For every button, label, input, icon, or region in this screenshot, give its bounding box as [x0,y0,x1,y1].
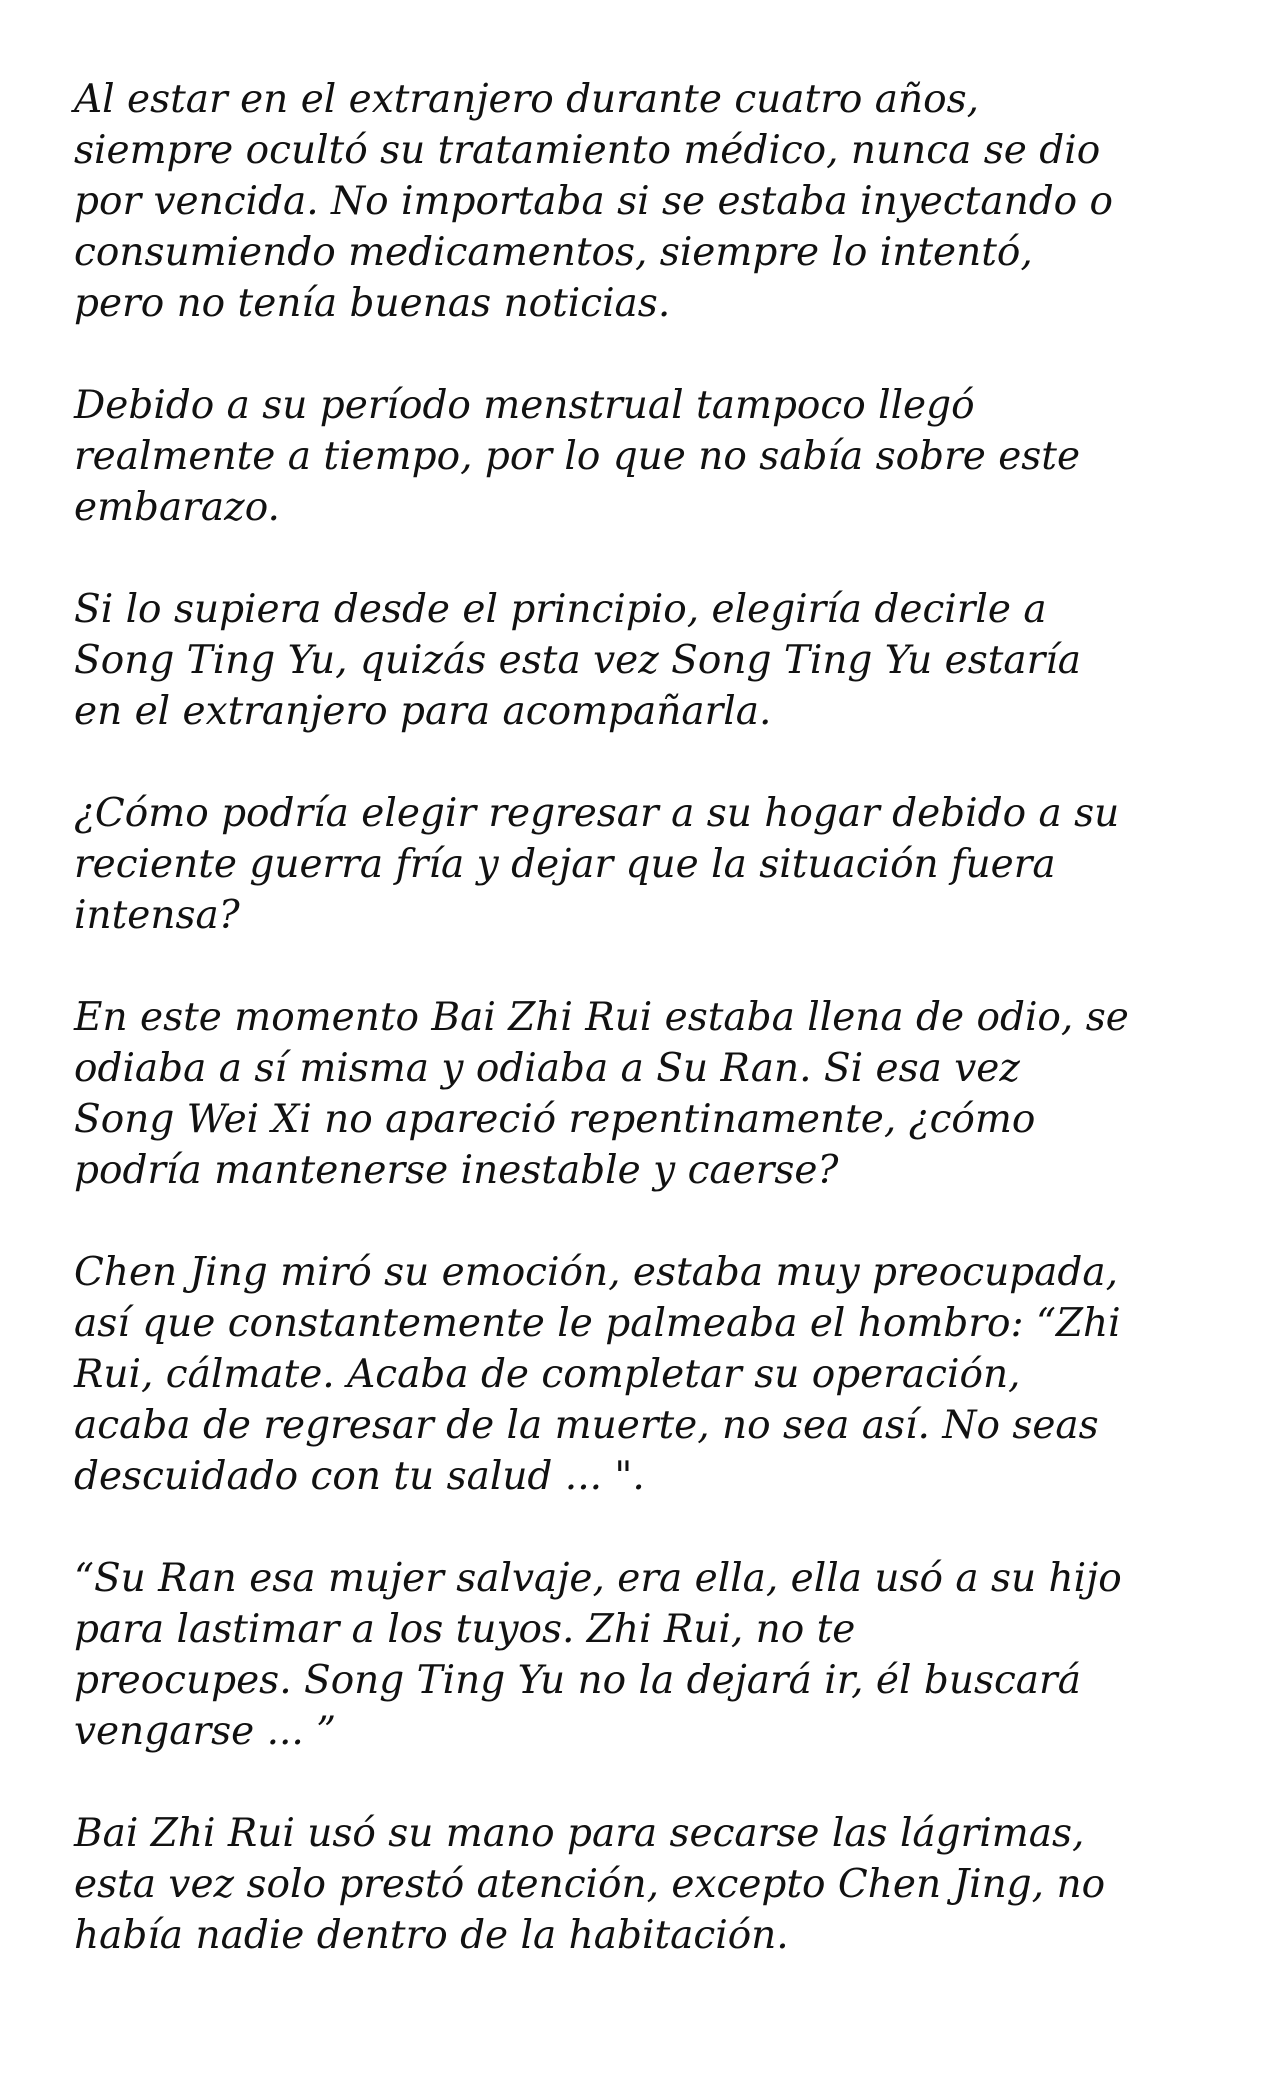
text-line: embarazo. [74,485,280,530]
text-line: en el extranjero para acompañarla. [74,689,772,734]
text-line: Chen Jing miró su emoción, estaba muy preocupada, [74,1250,1119,1295]
text-line: acaba de regresar de la muerte, no sea así. No seas [74,1403,1099,1448]
text-line: preocupes. Song Ting Yu no la dejará ir, él buscará [74,1658,1081,1703]
text-line: Bai Zhi Rui usó su mano para secarse las lágrimas, [74,1811,1085,1856]
paragraph [74,788,1204,941]
paragraph [74,584,1204,737]
text-line: así que constantemente le palmeaba el hombro: “Zhi [74,1301,1121,1346]
text-line: Al estar en el extranjero durante cuatro años, [74,77,979,122]
text-line: En este momento Bai Zhi Rui estaba llena de odio, se [74,995,1129,1040]
paragraph [74,992,1204,1196]
paragraph [74,380,1204,533]
text-line: para lastimar a los tuyos. Zhi Rui, no te [74,1607,856,1652]
text-line: había nadie dentro de la habitación. [74,1913,789,1958]
text-line: pero no tenía buenas noticias. [74,281,671,326]
text-line: odiaba a sí misma y odiaba a Su Ran. Si esa vez [74,1046,1020,1091]
text-line: vengarse ... ” [74,1709,337,1754]
text-line: consumiendo medicamentos, siempre lo intentó, [74,230,1033,275]
paragraph [74,1808,1204,1961]
text-line: reciente guerra fría y dejar que la situación fuera [74,842,1056,887]
text-line: por vencida. No importaba si se estaba inyectando o [74,179,1114,224]
text-line: esta vez solo prestó atención, excepto Chen Jing, no [74,1862,1106,1907]
text-line: Rui, cálmate. Acaba de completar su operación, [74,1352,1021,1397]
text-line: Song Wei Xi no apareció repentinamente, ¿cómo [74,1097,1036,1142]
text-line: descuidado con tu salud ... ". [74,1454,645,1499]
text-line: Si lo supiera desde el principio, elegiría decirle a [74,587,1047,632]
text-column [74,74,1204,2012]
text-line: ¿Cómo podría elegir regresar a su hogar debido a su [74,791,1120,836]
text-line: Song Ting Yu, quizás esta vez Song Ting Yu estaría [74,638,1082,683]
text-line: realmente a tiempo, por lo que no sabía sobre este [74,434,1081,479]
text-line: “Su Ran esa mujer salvaje, era ella, ella usó a su hijo [74,1556,1122,1601]
text-line: siempre ocultó su tratamiento médico, nunca se dio [74,128,1101,173]
text-line: intensa? [74,893,240,938]
paragraph [74,1553,1204,1757]
text-line: podría mantenerse inestable y caerse? [74,1148,839,1193]
paragraph [74,1247,1204,1502]
text-line: Debido a su período menstrual tampoco llegó [74,383,975,428]
paragraph [74,74,1204,329]
